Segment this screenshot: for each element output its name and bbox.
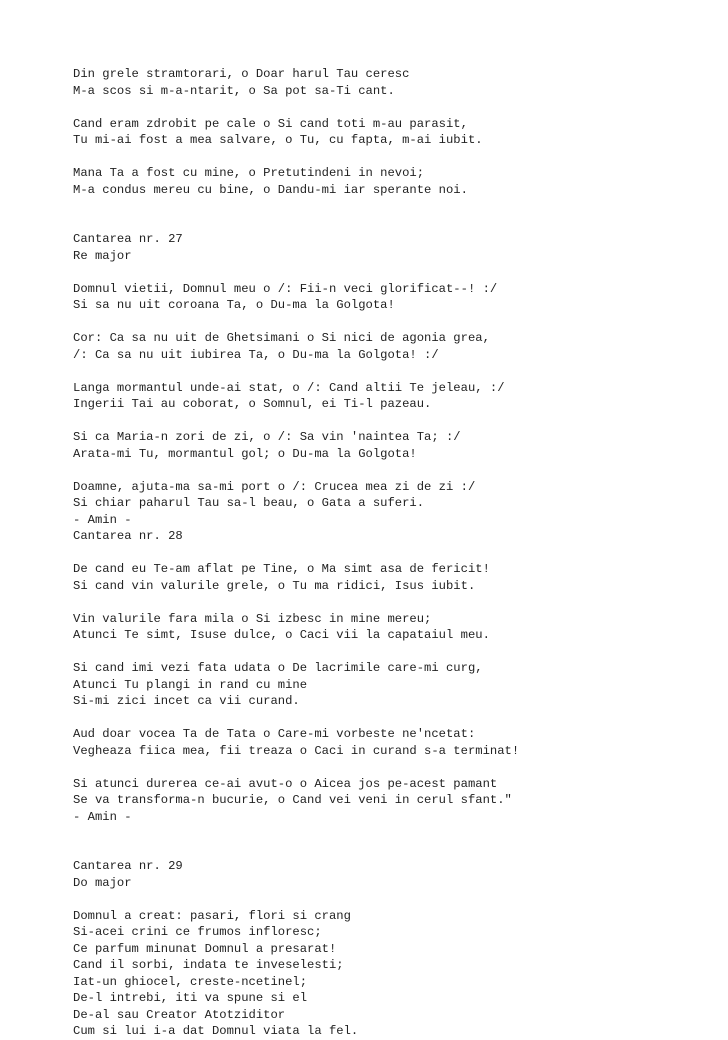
text-line: Si chiar paharul Tau sa-l beau, o Gata a suferi. xyxy=(73,496,425,510)
text-line: Cantarea nr. 27 xyxy=(73,232,183,246)
text-line: Do major xyxy=(73,875,132,890)
text-line: De-al sau Creator Atotziditor xyxy=(73,1007,286,1022)
text-block xyxy=(73,380,713,413)
text-line: De cand eu Te-am aflat pe Tine, o Ma simt asa de fericit! xyxy=(73,562,490,576)
text-line: Cantarea nr. 29 xyxy=(73,859,183,873)
text-line: /: Ca sa nu uit iubirea Ta, o Du-ma la Golgota! :/ xyxy=(73,347,439,362)
paragraph-gap xyxy=(73,314,713,331)
text-line: Ce parfum minunat Domnul a presarat! xyxy=(73,941,337,956)
paragraph-gap xyxy=(73,594,713,611)
paragraph-gap xyxy=(73,644,713,661)
text-line: De-l intrebi, iti va spune si el xyxy=(73,991,308,1005)
text-line: Si-acei crini ce frumos infloresc; xyxy=(73,925,322,939)
text-line: Cand eram zdrobit pe cale o Si cand toti m-au parasit, xyxy=(73,116,468,131)
text-line: Vegheaza fiica mea, fii treaza o Caci in curand s-a terminat! xyxy=(73,743,520,758)
paragraph-gap xyxy=(73,710,713,727)
text-line: Langa mormantul unde-ai stat, o /: Cand altii Te jeleau, :/ xyxy=(73,380,505,395)
paragraph-gap xyxy=(73,825,713,858)
text-line: Domnul vietii, Domnul meu o /: Fii-n veci glorificat--! :/ xyxy=(73,281,498,296)
text-line: Vin valurile fara mila o Si izbesc in mine mereu; xyxy=(73,611,432,626)
text-block xyxy=(73,776,713,826)
paragraph-gap xyxy=(73,891,713,908)
text-line: Iat-un ghiocel, creste-ncetinel; xyxy=(73,974,308,989)
text-line: Arata-mi Tu, mormantul gol; o Du-ma la Golgota! xyxy=(73,446,417,461)
text-line: - Amin - xyxy=(73,512,132,527)
text-line: Doamne, ajuta-ma sa-mi port o /: Crucea mea zi de zi :/ xyxy=(73,479,476,494)
paragraph-gap xyxy=(73,413,713,430)
text-block xyxy=(73,908,713,1040)
text-line: Si atunci durerea ce-ai avut-o o Aicea jos pe-acest pamant xyxy=(73,776,498,791)
text-line: Si cand imi vezi fata udata o De lacrimile care-mi curg, xyxy=(73,661,483,675)
paragraph-gap xyxy=(73,363,713,380)
document-page xyxy=(73,66,713,1040)
text-line: Cor: Ca sa nu uit de Ghetsimani o Si nici de agonia grea, xyxy=(73,331,490,345)
text-block xyxy=(73,660,713,710)
paragraph-gap xyxy=(73,759,713,776)
text-line: Cum si lui i-a dat Domnul viata la fel. xyxy=(73,1024,359,1038)
text-line: Tu mi-ai fost a mea salvare, o Tu, cu fapta, m-ai iubit. xyxy=(73,133,483,147)
text-block xyxy=(73,165,713,198)
text-block xyxy=(73,66,713,99)
text-line: Si sa nu uit coroana Ta, o Du-ma la Golgota! xyxy=(73,298,395,312)
text-block xyxy=(73,561,713,594)
text-block xyxy=(73,858,713,891)
text-line: Si ca Maria-n zori de zi, o /: Sa vin 'naintea Ta; :/ xyxy=(73,430,461,444)
text-line: Din grele stramtorari, o Doar harul Tau ceresc xyxy=(73,67,410,81)
text-block xyxy=(73,726,713,759)
text-line: - Amin - xyxy=(73,809,132,824)
text-line: Si cand vin valurile grele, o Tu ma ridici, Isus iubit. xyxy=(73,578,476,593)
text-line: Aud doar vocea Ta de Tata o Care-mi vorbeste ne'ncetat: xyxy=(73,727,476,741)
text-block xyxy=(73,231,713,264)
text-line: Mana Ta a fost cu mine, o Pretutindeni in nevoi; xyxy=(73,166,425,180)
text-block xyxy=(73,611,713,644)
text-line: Atunci Te simt, Isuse dulce, o Caci vii la capataiul meu. xyxy=(73,628,490,642)
text-line: Atunci Tu plangi in rand cu mine xyxy=(73,677,308,692)
text-block xyxy=(73,479,713,545)
text-block xyxy=(73,281,713,314)
paragraph-gap xyxy=(73,99,713,116)
text-block xyxy=(73,429,713,462)
text-line: Domnul a creat: pasari, flori si crang xyxy=(73,908,351,923)
text-line: Re major xyxy=(73,248,132,263)
text-line: Se va transforma-n bucurie, o Cand vei veni in cerul sfant." xyxy=(73,793,512,807)
paragraph-gap xyxy=(73,198,713,231)
text-line: Cand il sorbi, indata te inveselesti; xyxy=(73,958,344,972)
paragraph-gap xyxy=(73,264,713,281)
text-line: M-a scos si m-a-ntarit, o Sa pot sa-Ti cant. xyxy=(73,83,395,98)
text-block xyxy=(73,116,713,149)
paragraph-gap xyxy=(73,149,713,166)
text-block xyxy=(73,330,713,363)
text-line: Ingerii Tai au coborat, o Somnul, ei Ti-l pazeau. xyxy=(73,397,432,411)
text-line: Si-mi zici incet ca vii curand. xyxy=(73,694,300,708)
text-line: M-a condus mereu cu bine, o Dandu-mi iar sperante noi. xyxy=(73,182,468,197)
paragraph-gap xyxy=(73,462,713,479)
paragraph-gap xyxy=(73,545,713,562)
text-line: Cantarea nr. 28 xyxy=(73,529,183,543)
